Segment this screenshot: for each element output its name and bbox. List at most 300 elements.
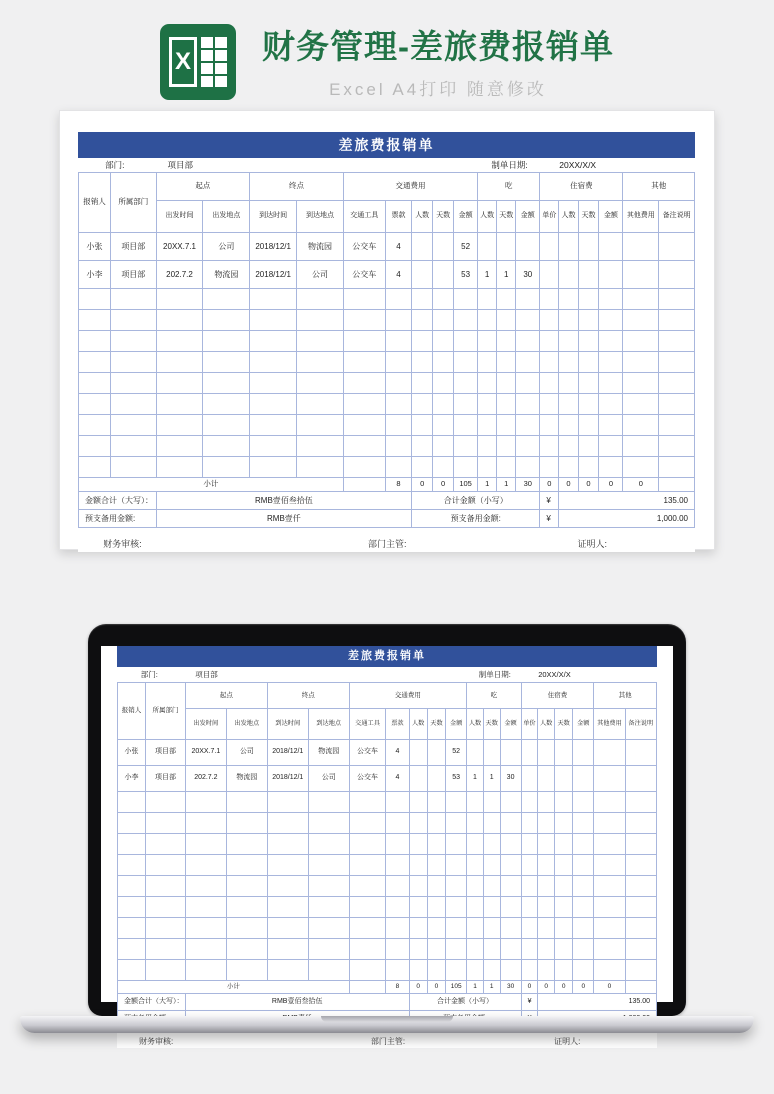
- group-header-cell: 报销人: [118, 683, 146, 740]
- empty-cell: [427, 918, 445, 939]
- empty-cell: [625, 939, 656, 960]
- empty-row: [118, 876, 657, 897]
- group-header-cell: 吃: [478, 173, 540, 201]
- column-header-cell: 人数: [467, 709, 484, 740]
- empty-cell: [250, 457, 297, 478]
- header-column-row: [79, 201, 695, 233]
- column-header-cell: 单价: [521, 709, 538, 740]
- column-header-cell: 人数: [412, 201, 433, 233]
- empty-row: [118, 939, 657, 960]
- empty-cell: [478, 436, 497, 457]
- data-cell: 物流园: [297, 233, 344, 261]
- empty-cell: [559, 331, 578, 352]
- signature-row: [79, 528, 695, 552]
- empty-cell: [343, 352, 385, 373]
- column-header-cell: 金额: [500, 709, 521, 740]
- subtotal-cell: [659, 478, 695, 492]
- subtotal-cell: 0: [623, 478, 659, 492]
- subtotal-cell: 1: [467, 981, 484, 994]
- empty-cell: [409, 960, 427, 981]
- empty-cell: [79, 373, 111, 394]
- empty-cell: [554, 960, 572, 981]
- laptop-mockup: [0, 624, 774, 1046]
- empty-cell: [599, 352, 623, 373]
- column-header-cell: 天数: [554, 709, 572, 740]
- data-cell: 30: [516, 261, 540, 289]
- empty-cell: [540, 373, 559, 394]
- subtotal-cell: 0: [521, 981, 538, 994]
- data-cell: 52: [446, 740, 467, 766]
- empty-cell: [297, 394, 344, 415]
- empty-cell: [521, 813, 538, 834]
- group-header-cell: 所属部门: [111, 173, 157, 233]
- data-cell: [659, 261, 695, 289]
- subtotal-cell: 1: [483, 981, 500, 994]
- empty-row: [79, 373, 695, 394]
- empty-cell: [483, 939, 500, 960]
- empty-cell: [573, 855, 594, 876]
- empty-cell: [454, 457, 478, 478]
- column-header-cell: 其他费用: [623, 201, 659, 233]
- empty-cell: [578, 394, 599, 415]
- empty-cell: [559, 289, 578, 310]
- empty-cell: [386, 897, 409, 918]
- empty-cell: [599, 457, 623, 478]
- empty-cell: [79, 457, 111, 478]
- empty-cell: [308, 876, 349, 897]
- data-cell: [521, 766, 538, 792]
- empty-cell: [386, 792, 409, 813]
- empty-cell: [478, 415, 497, 436]
- empty-cell: [594, 960, 625, 981]
- empty-cell: [478, 352, 497, 373]
- column-header-cell: 交通工具: [343, 201, 385, 233]
- data-cell: [433, 261, 454, 289]
- empty-cell: [500, 939, 521, 960]
- empty-cell: [146, 792, 186, 813]
- empty-row: [79, 457, 695, 478]
- subtotal-cell: [625, 981, 656, 994]
- empty-cell: [427, 813, 445, 834]
- empty-cell: [521, 855, 538, 876]
- empty-cell: [433, 310, 454, 331]
- empty-cell: [578, 457, 599, 478]
- empty-cell: [349, 792, 386, 813]
- empty-row: [79, 415, 695, 436]
- empty-cell: [79, 352, 111, 373]
- empty-cell: [79, 289, 111, 310]
- empty-cell: [226, 813, 267, 834]
- empty-cell: [540, 436, 559, 457]
- subtotal-cell: 0: [599, 478, 623, 492]
- empty-cell: [250, 310, 297, 331]
- column-header-cell: 金额: [454, 201, 478, 233]
- empty-row: [118, 960, 657, 981]
- data-cell: [427, 766, 445, 792]
- header-group-row: [79, 173, 695, 201]
- empty-cell: [454, 310, 478, 331]
- empty-cell: [659, 457, 695, 478]
- empty-cell: [623, 436, 659, 457]
- data-cell: [516, 233, 540, 261]
- empty-cell: [623, 457, 659, 478]
- empty-cell: [516, 436, 540, 457]
- empty-cell: [118, 855, 146, 876]
- data-cell: 20XX.7.1: [156, 233, 203, 261]
- empty-cell: [203, 394, 250, 415]
- empty-cell: [623, 352, 659, 373]
- empty-cell: [467, 939, 484, 960]
- empty-cell: [111, 394, 157, 415]
- data-cell: [625, 766, 656, 792]
- empty-cell: [308, 855, 349, 876]
- sheet-table: [78, 172, 695, 552]
- empty-cell: [203, 331, 250, 352]
- empty-cell: [118, 918, 146, 939]
- empty-cell: [554, 813, 572, 834]
- empty-cell: [578, 436, 599, 457]
- empty-cell: [409, 876, 427, 897]
- empty-cell: [483, 918, 500, 939]
- empty-cell: [573, 939, 594, 960]
- empty-cell: [111, 457, 157, 478]
- empty-cell: [111, 352, 157, 373]
- empty-cell: [146, 834, 186, 855]
- table-row: [79, 261, 695, 289]
- empty-cell: [578, 310, 599, 331]
- empty-cell: [483, 855, 500, 876]
- data-cell: 公交车: [349, 740, 386, 766]
- column-header-cell: 人数: [478, 201, 497, 233]
- empty-cell: [308, 960, 349, 981]
- empty-cell: [516, 289, 540, 310]
- empty-cell: [540, 331, 559, 352]
- empty-cell: [111, 310, 157, 331]
- header-group-row: [118, 683, 657, 709]
- column-header-cell: 到达地点: [308, 709, 349, 740]
- empty-cell: [412, 331, 433, 352]
- excel-logo-icon: [160, 24, 236, 100]
- subtotal-cell: 0: [427, 981, 445, 994]
- total-small-label: 合计金额（小写）: [412, 492, 540, 510]
- signature-label: 证明人:: [554, 1037, 581, 1046]
- empty-cell: [454, 373, 478, 394]
- empty-cell: [599, 289, 623, 310]
- empty-cell: [478, 289, 497, 310]
- subtotal-cell: 105: [454, 478, 478, 492]
- data-cell: [538, 766, 555, 792]
- data-cell: 1: [478, 261, 497, 289]
- group-header-cell: 终点: [267, 683, 349, 709]
- advance-currency: ¥: [540, 510, 559, 528]
- data-cell: [559, 261, 578, 289]
- empty-row: [79, 352, 695, 373]
- total-row: [79, 492, 695, 510]
- data-cell: 30: [500, 766, 521, 792]
- column-header-cell: 金额: [599, 201, 623, 233]
- empty-cell: [427, 876, 445, 897]
- column-header-cell: 到达时间: [250, 201, 297, 233]
- data-cell: 小张: [118, 740, 146, 766]
- empty-cell: [659, 352, 695, 373]
- empty-cell: [659, 310, 695, 331]
- subtotal-cell: 105: [446, 981, 467, 994]
- data-cell: [659, 233, 695, 261]
- empty-cell: [203, 415, 250, 436]
- data-cell: 项目部: [111, 261, 157, 289]
- empty-cell: [386, 813, 409, 834]
- excel-logo-letter: X: [174, 48, 191, 75]
- data-cell: [409, 766, 427, 792]
- empty-cell: [343, 373, 385, 394]
- data-cell: 公司: [297, 261, 344, 289]
- data-cell: [427, 740, 445, 766]
- empty-cell: [412, 436, 433, 457]
- data-cell: [412, 261, 433, 289]
- empty-cell: [111, 373, 157, 394]
- empty-cell: [599, 436, 623, 457]
- empty-cell: [594, 855, 625, 876]
- empty-cell: [386, 834, 409, 855]
- empty-cell: [308, 897, 349, 918]
- empty-cell: [156, 415, 203, 436]
- empty-cell: [156, 457, 203, 478]
- empty-cell: [500, 792, 521, 813]
- data-cell: 202.7.2: [185, 766, 226, 792]
- page-subtitle: Excel A4打印 随意修改: [329, 79, 547, 99]
- advance-amount: 1,000.00: [559, 510, 695, 528]
- empty-cell: [267, 897, 308, 918]
- empty-cell: [625, 834, 656, 855]
- empty-cell: [409, 897, 427, 918]
- sheet-table: [117, 682, 657, 1048]
- empty-cell: [521, 792, 538, 813]
- data-cell: 项目部: [111, 233, 157, 261]
- empty-cell: [554, 792, 572, 813]
- subtotal-cell: 0: [554, 981, 572, 994]
- empty-cell: [412, 373, 433, 394]
- total-words: RMB壹佰叁拾伍: [185, 994, 409, 1011]
- empty-cell: [497, 310, 516, 331]
- column-header-cell: 备注说明: [625, 709, 656, 740]
- empty-cell: [538, 939, 555, 960]
- empty-cell: [483, 834, 500, 855]
- empty-cell: [226, 855, 267, 876]
- empty-cell: [573, 918, 594, 939]
- empty-cell: [540, 352, 559, 373]
- empty-cell: [308, 834, 349, 855]
- empty-cell: [446, 855, 467, 876]
- total-label: 金额合计（大写）：: [79, 492, 157, 510]
- laptop-screen: [101, 646, 673, 1046]
- column-header-cell: 金额: [573, 709, 594, 740]
- empty-cell: [111, 289, 157, 310]
- date-value: 20XX/X/X: [538, 670, 571, 679]
- empty-cell: [625, 918, 656, 939]
- data-cell: [433, 233, 454, 261]
- spreadsheet-laptop: [117, 646, 657, 1048]
- empty-cell: [623, 394, 659, 415]
- empty-cell: [118, 897, 146, 918]
- empty-cell: [267, 792, 308, 813]
- header-column-row: [118, 709, 657, 740]
- dept-value: 项目部: [167, 160, 193, 170]
- empty-cell: [467, 918, 484, 939]
- empty-cell: [156, 373, 203, 394]
- column-header-cell: 出发时间: [156, 201, 203, 233]
- column-header-cell: 备注说明: [659, 201, 695, 233]
- empty-cell: [559, 310, 578, 331]
- empty-cell: [226, 792, 267, 813]
- empty-cell: [250, 394, 297, 415]
- subtotal-cell: 30: [516, 478, 540, 492]
- group-header-cell: 终点: [250, 173, 344, 201]
- empty-cell: [226, 876, 267, 897]
- empty-cell: [343, 310, 385, 331]
- hero-texts: [262, 24, 614, 100]
- empty-cell: [118, 960, 146, 981]
- dept-label: 部门:: [140, 670, 158, 679]
- empty-cell: [454, 394, 478, 415]
- empty-cell: [516, 373, 540, 394]
- empty-cell: [427, 960, 445, 981]
- data-cell: 项目部: [146, 766, 186, 792]
- empty-cell: [433, 436, 454, 457]
- group-header-cell: 住宿费: [540, 173, 623, 201]
- column-header-cell: 人数: [559, 201, 578, 233]
- empty-cell: [478, 331, 497, 352]
- empty-cell: [343, 415, 385, 436]
- empty-cell: [267, 960, 308, 981]
- column-header-cell: 票款: [385, 201, 411, 233]
- excel-logo-page: [169, 37, 197, 87]
- dept-label: 部门:: [105, 160, 125, 170]
- empty-cell: [625, 897, 656, 918]
- date-label: 制单日期:: [491, 160, 528, 170]
- empty-cell: [385, 457, 411, 478]
- subtotal-cell: 0: [409, 981, 427, 994]
- empty-row: [118, 897, 657, 918]
- total-currency: ¥: [540, 492, 559, 510]
- empty-cell: [497, 289, 516, 310]
- empty-cell: [203, 373, 250, 394]
- data-cell: 2018/12/1: [267, 766, 308, 792]
- subtotal-cell: 30: [500, 981, 521, 994]
- empty-cell: [521, 918, 538, 939]
- empty-row: [79, 310, 695, 331]
- empty-cell: [454, 436, 478, 457]
- subtotal-cell: 0: [573, 981, 594, 994]
- empty-cell: [659, 394, 695, 415]
- empty-cell: [540, 394, 559, 415]
- empty-cell: [559, 373, 578, 394]
- data-cell: 4: [385, 233, 411, 261]
- empty-cell: [349, 855, 386, 876]
- column-header-cell: 人数: [409, 709, 427, 740]
- data-cell: 公交车: [349, 766, 386, 792]
- empty-cell: [599, 394, 623, 415]
- table-row: [118, 766, 657, 792]
- data-cell: [409, 740, 427, 766]
- empty-cell: [267, 813, 308, 834]
- empty-cell: [578, 415, 599, 436]
- empty-cell: [427, 939, 445, 960]
- group-header-cell: 其他: [623, 173, 695, 201]
- empty-cell: [559, 436, 578, 457]
- empty-cell: [454, 331, 478, 352]
- advance-row: [79, 510, 695, 528]
- empty-cell: [118, 834, 146, 855]
- subtotal-cell: [343, 478, 385, 492]
- data-cell: [521, 740, 538, 766]
- group-header-cell: 起点: [185, 683, 267, 709]
- empty-cell: [594, 834, 625, 855]
- empty-cell: [497, 436, 516, 457]
- empty-cell: [521, 897, 538, 918]
- empty-cell: [385, 436, 411, 457]
- page-title: 财务管理-差旅费报销单: [262, 28, 614, 65]
- subtotal-cell: 0: [538, 981, 555, 994]
- subtotal-cell: 0: [594, 981, 625, 994]
- sheet-title: 差旅费报销单: [117, 646, 657, 667]
- empty-cell: [454, 289, 478, 310]
- empty-cell: [297, 310, 344, 331]
- empty-cell: [111, 436, 157, 457]
- empty-cell: [79, 394, 111, 415]
- empty-cell: [250, 415, 297, 436]
- empty-cell: [386, 939, 409, 960]
- empty-cell: [538, 792, 555, 813]
- empty-row: [79, 289, 695, 310]
- empty-cell: [659, 373, 695, 394]
- empty-cell: [599, 331, 623, 352]
- empty-cell: [500, 813, 521, 834]
- data-cell: 1: [497, 261, 516, 289]
- empty-cell: [297, 457, 344, 478]
- empty-cell: [343, 457, 385, 478]
- hero-header: [0, 0, 774, 100]
- signature-label: 财务审核:: [139, 1037, 174, 1046]
- empty-cell: [349, 939, 386, 960]
- column-header-cell: 出发地点: [203, 201, 250, 233]
- empty-cell: [412, 289, 433, 310]
- data-cell: 公司: [308, 766, 349, 792]
- empty-cell: [226, 918, 267, 939]
- signature-label: 部门主管:: [370, 1037, 406, 1046]
- empty-cell: [625, 855, 656, 876]
- empty-cell: [409, 918, 427, 939]
- empty-cell: [573, 897, 594, 918]
- laptop-base: [20, 1016, 754, 1033]
- empty-cell: [385, 394, 411, 415]
- column-header-cell: 人数: [538, 709, 555, 740]
- empty-cell: [497, 331, 516, 352]
- data-cell: [500, 740, 521, 766]
- signature-cell: [79, 528, 695, 552]
- empty-cell: [594, 876, 625, 897]
- empty-cell: [659, 436, 695, 457]
- empty-cell: [203, 352, 250, 373]
- data-cell: [625, 740, 656, 766]
- subtotal-label: 小计: [118, 981, 350, 994]
- data-cell: 公司: [203, 233, 250, 261]
- empty-cell: [573, 813, 594, 834]
- empty-cell: [409, 855, 427, 876]
- empty-cell: [427, 897, 445, 918]
- total-row: [118, 994, 657, 1011]
- column-header-cell: 出发地点: [226, 709, 267, 740]
- empty-cell: [516, 415, 540, 436]
